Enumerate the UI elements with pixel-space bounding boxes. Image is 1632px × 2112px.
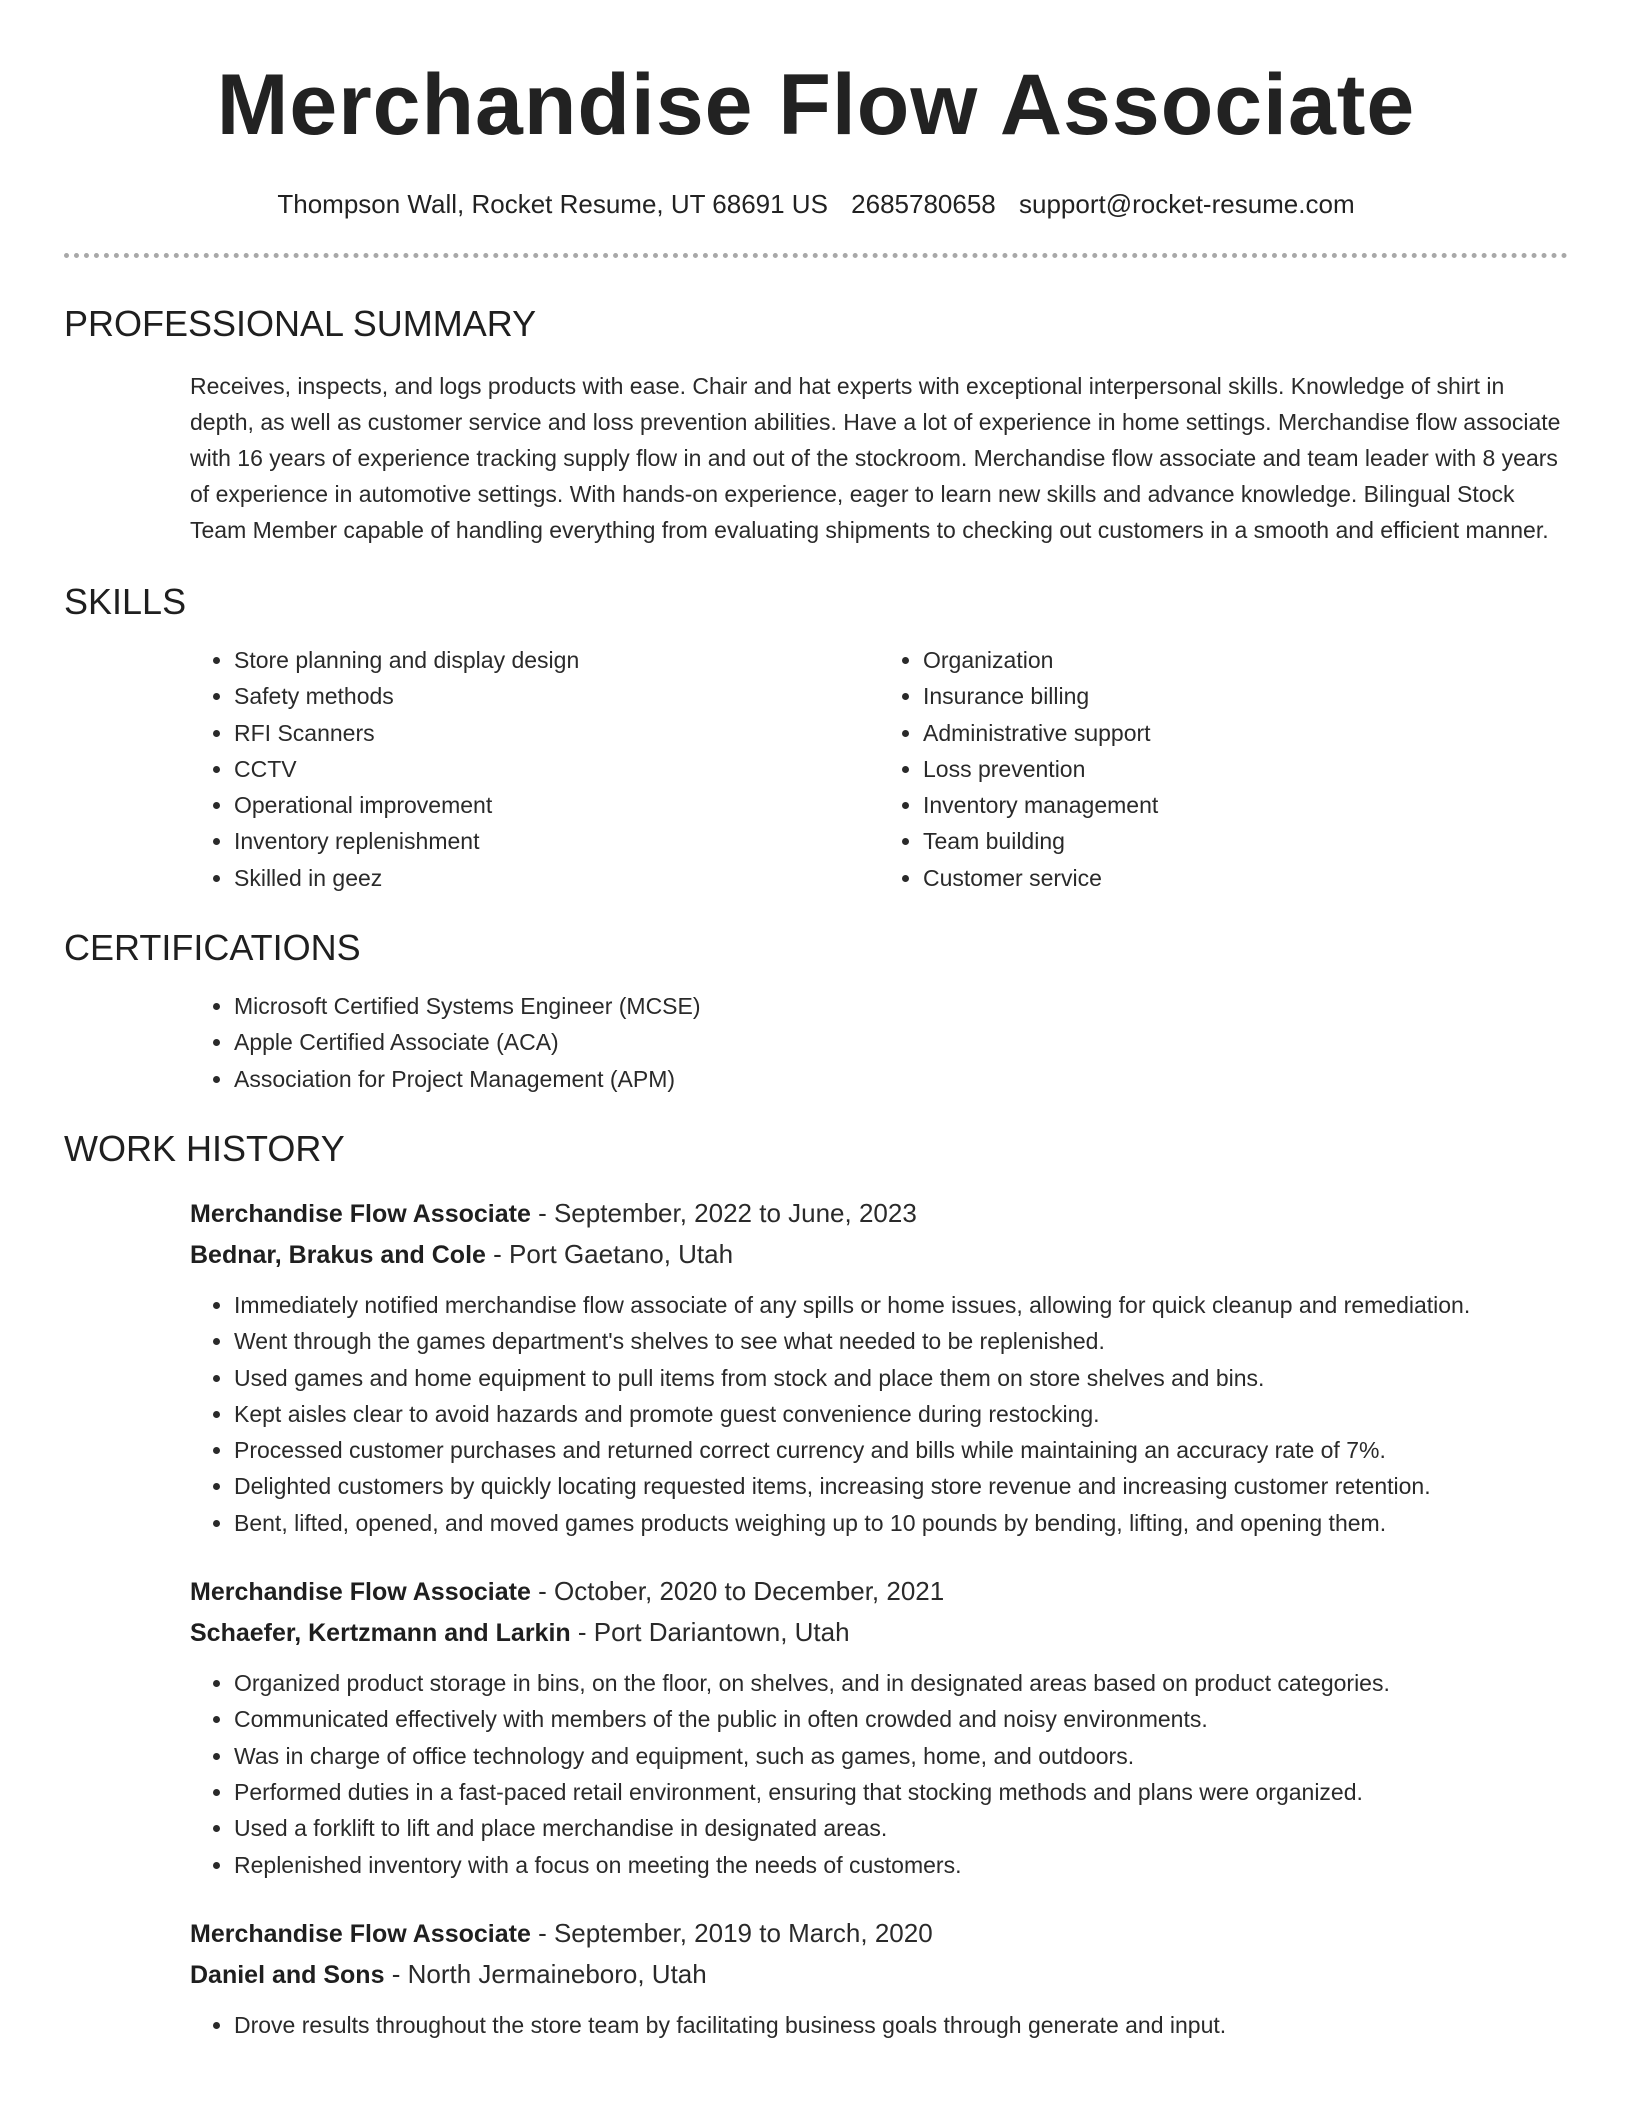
- job-bullet: • Delighted customers by quickly locating requested items, increasing store revenue and increasing customer retention.: [234, 1468, 1568, 1504]
- job-bullet: • Immediately notified merchandise flow associate of any spills or home issues, allowing for quick cleanup and remediation.: [234, 1287, 1568, 1323]
- job-role: Merchandise Flow Associate: [190, 1578, 531, 1607]
- job-dates: - September, 2019 to March, 2020: [530, 1917, 933, 1948]
- certifications-section: [64, 926, 1568, 1097]
- job-location: - Port Dariantown, Utah: [570, 1617, 850, 1648]
- job-title-line: [190, 1193, 1568, 1234]
- contact-address: Thompson Wall, Rocket Resume, UT 68691 US: [277, 189, 828, 219]
- job-company: Bednar, Brakus and Cole: [190, 1240, 486, 1269]
- certification-item: • Apple Certified Associate (ACA): [234, 1024, 1568, 1060]
- work-history-section: [64, 1127, 1568, 2043]
- job-role: Merchandise Flow Associate: [190, 1919, 531, 1948]
- skills-grid: [190, 642, 1568, 896]
- skill-item: • Loss prevention: [923, 751, 1568, 787]
- skill-item: • Team building: [923, 823, 1568, 859]
- certifications-heading: CERTIFICATIONS: [64, 927, 361, 969]
- job-location: - Port Gaetano, Utah: [485, 1238, 734, 1269]
- job-bullet: • Used a forklift to lift and place merchandise in designated areas.: [234, 1810, 1568, 1846]
- job-bullet: • Went through the games department's shelves to see what needed to be replenished.: [234, 1323, 1568, 1359]
- skills-column-left: [190, 642, 879, 896]
- resume-title: Merchandise Flow Associate: [216, 57, 1416, 153]
- job-bullet: • Used games and home equipment to pull items from stock and place them on store shelves and bins.: [234, 1360, 1568, 1396]
- job-bullets: [190, 1665, 1568, 1883]
- job-bullet: • Replenished inventory with a focus on meeting the needs of customers.: [234, 1847, 1568, 1883]
- job-bullet: • Bent, lifted, opened, and moved games products weighing up to 10 pounds by bending, lifting, and opening them.: [234, 1505, 1568, 1541]
- work-history-heading: WORK HISTORY: [64, 1127, 345, 1169]
- job-location: - North Jermaineboro, Utah: [384, 1958, 707, 1989]
- summary-section: [64, 302, 1568, 548]
- skill-item: • Organization: [923, 642, 1568, 678]
- job-role: Merchandise Flow Associate: [190, 1199, 531, 1228]
- job-company: Schaefer, Kertzmann and Larkin: [190, 1619, 571, 1648]
- skill-item: • CCTV: [234, 751, 879, 787]
- job-bullets: [190, 1287, 1568, 1541]
- job-bullet: • Communicated effectively with members of the public in often crowded and noisy environments.: [234, 1701, 1568, 1737]
- job-company: Daniel and Sons: [190, 1960, 385, 1989]
- job-bullet: • Processed customer purchases and returned correct currency and bills while maintaining an accuracy rate of 7%.: [234, 1432, 1568, 1468]
- certification-item: • Microsoft Certified Systems Engineer (MCSE): [234, 988, 1568, 1024]
- contact-line: [64, 187, 1568, 221]
- header-divider: [64, 253, 1568, 258]
- skills-section: [64, 580, 1568, 896]
- skill-item: • Customer service: [923, 860, 1568, 896]
- skill-item: • Store planning and display design: [234, 642, 879, 678]
- skill-item: • Safety methods: [234, 678, 879, 714]
- job-company-line: [190, 1954, 1568, 1995]
- job-bullet: • Was in charge of office technology and equipment, such as games, home, and outdoors.: [234, 1738, 1568, 1774]
- job-dates: - October, 2020 to December, 2021: [530, 1576, 945, 1607]
- job-entry: [190, 1913, 1568, 2043]
- skills-column-right: [879, 642, 1568, 896]
- skills-heading: SKILLS: [64, 581, 187, 622]
- skill-item: • Skilled in geez: [234, 860, 879, 896]
- job-dates: - September, 2022 to June, 2023: [530, 1197, 917, 1228]
- job-bullet: • Organized product storage in bins, on the floor, on shelves, and in designated areas based on product categories.: [234, 1665, 1568, 1701]
- skill-item: • Operational improvement: [234, 787, 879, 823]
- job-bullet: • Kept aisles clear to avoid hazards and promote guest convenience during restocking.: [234, 1396, 1568, 1432]
- job-bullets: [190, 2007, 1568, 2043]
- job-bullet: • Performed duties in a fast-paced retail environment, ensuring that stocking methods and plans were organized.: [234, 1774, 1568, 1810]
- skill-item: • Administrative support: [923, 715, 1568, 751]
- job-bullet: • Drove results throughout the store team by facilitating business goals through generate and input.: [234, 2007, 1568, 2043]
- certification-item: • Association for Project Management (APM): [234, 1061, 1568, 1097]
- contact-phone: 2685780658: [851, 189, 996, 219]
- summary-heading: PROFESSIONAL SUMMARY: [64, 303, 537, 344]
- skill-item: • Inventory management: [923, 787, 1568, 823]
- certifications-list: [190, 988, 1568, 1097]
- job-entry: [190, 1193, 1568, 1541]
- skill-item: • RFI Scanners: [234, 715, 879, 751]
- skill-item: • Insurance billing: [923, 678, 1568, 714]
- job-title-line: [190, 1913, 1568, 1954]
- skill-item: • Inventory replenishment: [234, 823, 879, 859]
- summary-text: Receives, inspects, and logs products with ease. Chair and hat experts with exceptional interpersonal skills. Knowledge of shirt in depth, as well as customer service and loss prevention abilities. Have a lot of experience in home settings. Merchandise flow associate with 16 years of experience tracking supply flow in and out of the stockroom. Merchandise flow associate and team leader with 8 years of experience in automotive settings. With hands-on experience, eager to learn new skills and advance knowledge. Bilingual Stock Team Member capable of handling everything from evaluating shipments to checking out customers in a smooth and efficient manner.: [190, 373, 1561, 543]
- job-entry: [190, 1571, 1568, 1883]
- job-title-line: [190, 1571, 1568, 1612]
- job-company-line: [190, 1234, 1568, 1275]
- job-company-line: [190, 1612, 1568, 1653]
- contact-email: support@rocket-resume.com: [1019, 189, 1355, 219]
